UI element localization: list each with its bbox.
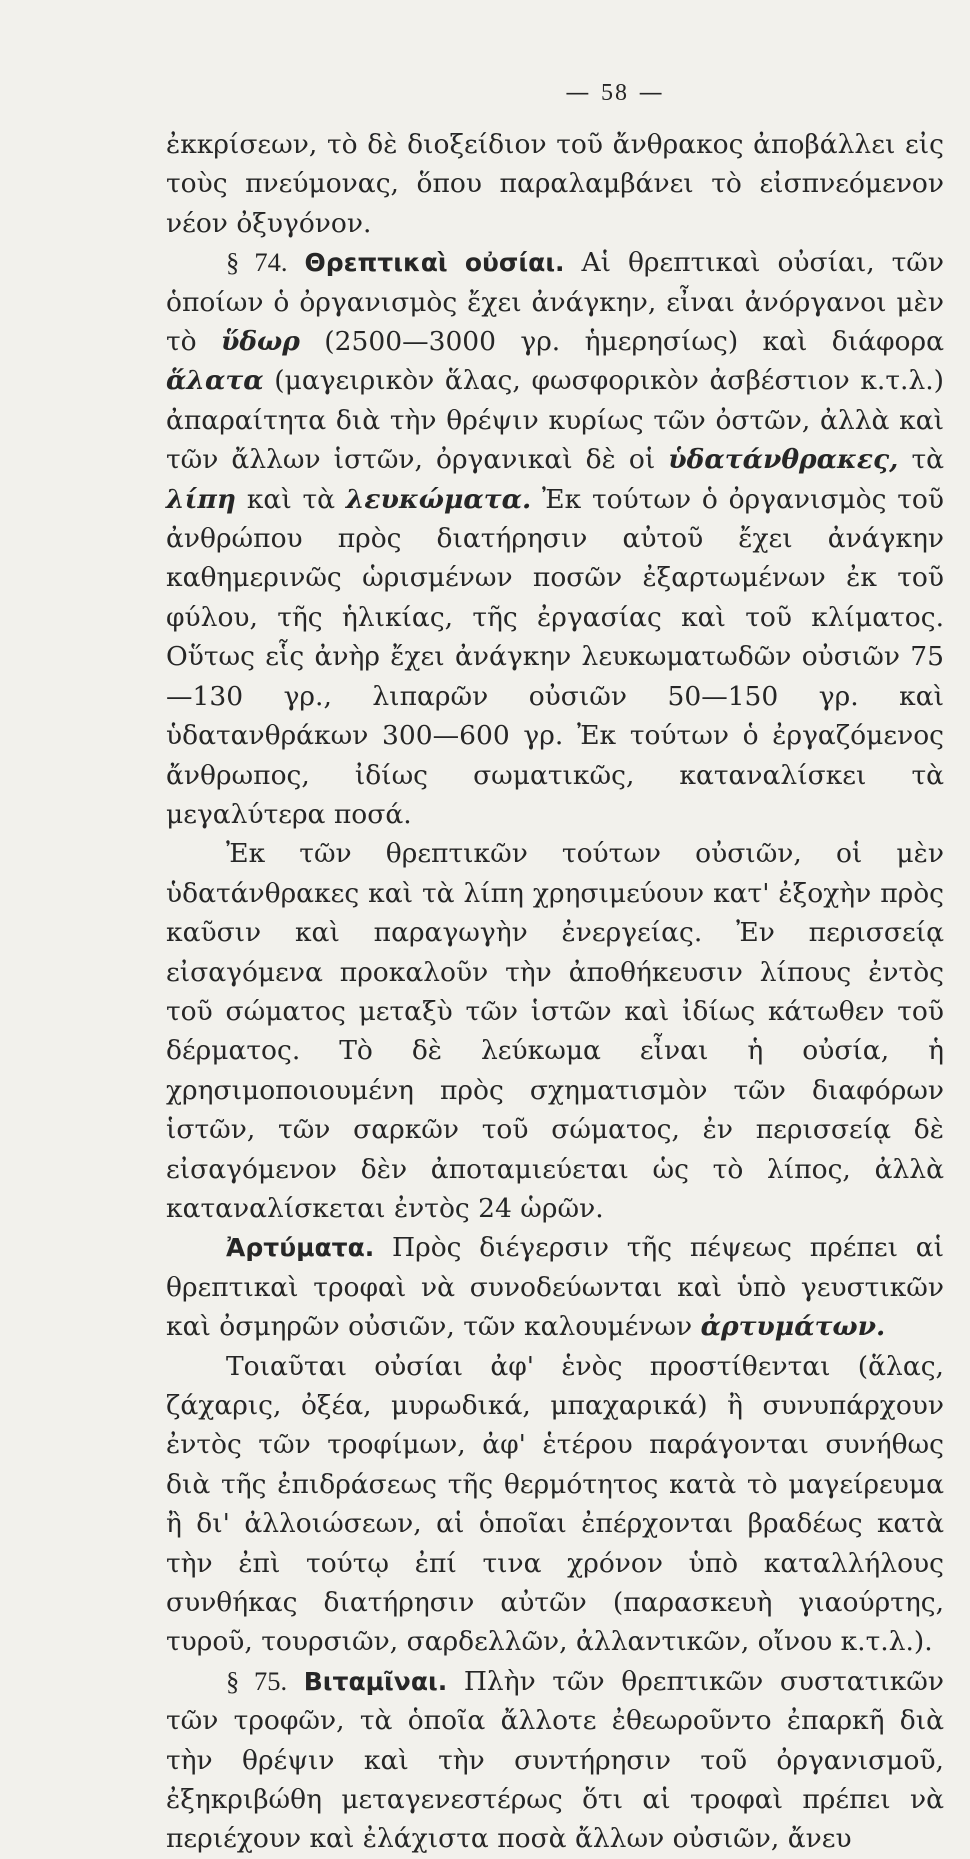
section-number: § 75. <box>226 1665 288 1696</box>
section-heading-condiments: Ἀρτύματα. <box>226 1233 375 1263</box>
term-salts: ἅλατα <box>166 365 264 397</box>
paragraph-condiments <box>166 1228 944 1346</box>
term-water: ὕδωρ <box>221 326 300 358</box>
text-run: (μαγειρικὸν ἅλας, φωσφορικὸν ἀσβέστιον κ.τ.λ.) ἀπαραίτητα διὰ τὴν θρέψιν κυρίως τῶν ὀστῶν, ἀλλὰ καὶ τῶν ἄλλων ἱστῶν, ὀργανικαὶ δὲ οἱ <box>166 365 944 476</box>
term-condiments: ἀρτυμάτων. <box>700 1311 886 1343</box>
body-text <box>166 125 944 1859</box>
paragraph-3: Ἐκ τῶν θρεπτικῶν τούτων οὐσιῶν, οἱ μὲν ὑδατάνθρακες καὶ τὰ λίπη χρησιμεύουν κατ' ἐξοχὴν πρὸς καῦσιν καὶ παραγωγὴν ἐνεργείας. Ἐν περισσείᾳ εἰσαγόμενα προκαλοῦν τὴν ἀποθήκευσιν λίπους ἐντὸς τοῦ σώματος μεταξὺ τῶν ἱστῶν καὶ ἰδίως κάτωθεν τοῦ δέρματος. Τὸ δὲ λεύκωμα εἶναι ἡ οὐσία, ἡ χρησιμοποιουμένη πρὸς σχηματισμὸν τῶν διαφόρων ἱστῶν, τῶν σαρκῶν τοῦ σώματος, ἐν περισσείᾳ δὲ εἰσαγόμενον δὲν ἀποταμιεύεται ὡς τὸ λίπος, ἀλλὰ καταναλίσκεται ἐντὸς 24 ὡρῶν. <box>166 838 944 1224</box>
paragraph-section-74 <box>166 243 944 834</box>
section-number: § 74. <box>226 247 288 278</box>
text-run: Πρὸς διέγερσιν τῆς πέψεως πρέπει αἱ θρεπτικαὶ τροφαὶ νὰ συνοδεύωνται καὶ ὑπὸ γευστικῶν καὶ ὀσμηρῶν οὐσιῶν, τῶν καλουμένων <box>166 1232 944 1343</box>
paragraph-5: Τοιαῦται οὐσίαι ἀφ' ἑνὸς προστίθενται (ἅλας, ζάχαρις, ὀξέα, μυρωδικά, μπαχαρικά) ἢ συνυπάρχουν ἐντὸς τῶν τροφίμων, ἀφ' ἑτέρου παράγονται συνήθως διὰ τῆς ἐπιδράσεως τῆς θερμότητος κατὰ τὸ μαγείρευμα ἢ δι' ἀλλοιώσεων, αἱ ὁποῖαι ἐπέρχονται βραδέως κατὰ τὴν ἐπὶ τούτῳ ἐπί τινα χρόνον ὑπὸ καταλλήλους συνθήκας διατήρησιν αὐτῶν (παρασκευὴ γιαούρτης, τυροῦ, τουρσιῶν, σαρδελλῶν, ἀλλαντικῶν, οἴνου κ.τ.λ.). <box>166 1350 944 1658</box>
term-carbohydrates: ὑδατάνθρακες, <box>668 444 899 476</box>
text-run: Πλὴν τῶν θρεπτικῶν συστατικῶν τῶν τροφῶν, τὰ ὁποῖα ἄλλοτε ἐθεωροῦντο ἐπαρκῆ διὰ τὴν θρέψιν καὶ τὴν συντήρησιν τοῦ ὀργανισμοῦ, ἐξηκριβώθη μεταγενεστέρως ὅτι αἱ τροφαὶ πρέπει νὰ περιέχουν καὶ ἐλάχιστα ποσὰ ἄλλων οὐσιῶν, ἄνευ <box>166 1665 944 1855</box>
section-heading-vitamins: Βιταμῖναι. <box>303 1666 448 1696</box>
page-number-value: 58 <box>601 80 629 106</box>
text-run: (2500—3000 γρ. ἡμερησίως) καὶ διάφορα <box>299 326 944 358</box>
text-run: καὶ τὰ <box>236 483 346 515</box>
page-number: — 58 — <box>565 78 665 106</box>
text-run: Ἐκ τούτων ὁ ὀργανισμὸς τοῦ ἀνθρώπου πρὸς διατήρησιν αὐτοῦ ἔχει ἀνάγκην καθημερινῶς ὡρισμένων ποσῶν ἐξαρτωμένων ἐκ τοῦ φύλου, τῆς ἡλικίας, τῆς ἐργασίας καὶ τοῦ κλίματος. Οὕτως εἷς ἀνὴρ ἔχει ἀνάγκην λευκωματωδῶν οὐσιῶν 75—130 γρ., λιπαρῶν οὐσιῶν 50—150 γρ. καὶ ὑδατανθράκων 300—600 γρ. Ἐκ τούτων ὁ ἐργαζόμενος ἄνθρωπος, ἰδίως σωματικῶς, καταναλίσκει τὰ μεγαλύτερα ποσά. <box>166 483 944 830</box>
text-run: τὰ <box>898 444 944 476</box>
paragraph-section-75 <box>166 1662 944 1859</box>
text-run: Αἱ θρεπτικαὶ οὐσίαι, τῶν ὁποίων ὁ ὀργανισμὸς ἔχει ἀνάγκην, εἶναι ἀνόργανοι μὲν τὸ <box>166 247 945 358</box>
term-fats: λίπη <box>166 483 237 515</box>
term-proteins: λευκώματα. <box>345 483 532 515</box>
paragraph-1: ἐκκρίσεων, τὸ δὲ διοξείδιον τοῦ ἄνθρακος ἀποβάλλει εἰς τοὺς πνεύμονας, ὅπου παραλαμβάνει τὸ εἰσπνεόμενον νέον ὀξυγόνον. <box>166 129 944 239</box>
section-heading-nutrients: Θρεπτικαὶ οὐσίαι. <box>304 248 565 278</box>
